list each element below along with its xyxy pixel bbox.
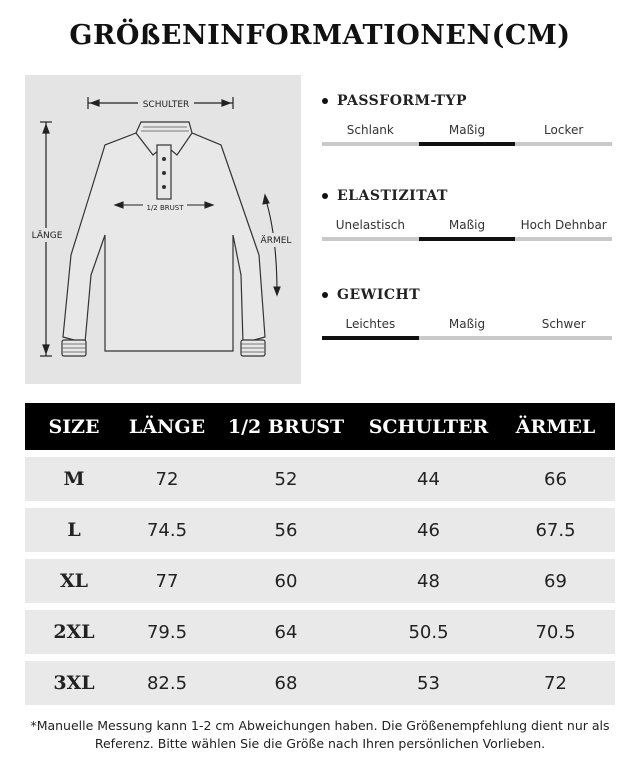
scale-option-selected: Maßig [419,215,516,241]
polo-shirt-diagram [25,75,301,384]
measurement-note [15,717,625,753]
header-length: LÄNGE [128,415,206,438]
scale-title: PASSFORM-TYP [337,93,467,109]
header-size: SIZE [48,415,100,438]
table-row: L 74.5 56 46 67.5 [25,508,615,552]
page-title: GRÖßENINFORMATIONEN(CM) [69,20,571,51]
sleeve-label: ÄRMEL [260,236,292,246]
scale-title: ELASTIZITAT [337,188,448,204]
note-line: Referenz. Bitte wählen Sie die Größe nach Ihren persönlichen Vorlieben. [94,736,546,751]
bullet-icon [322,292,328,298]
scale-bar [515,237,612,241]
table-row: XL 77 60 48 69 [25,559,615,603]
scale-bar [322,142,419,146]
scale-option-selected: Leichtes [322,314,419,340]
scale-title: GEWICHT [337,287,421,303]
scale-bar [322,237,419,241]
scale-option: Schlank [322,120,419,146]
scale-bar [419,142,516,146]
table-row: M 72 52 44 66 [25,457,615,501]
scale-option-selected: Maßig [419,120,516,146]
header-shoulder: SCHULTER [368,415,489,438]
bullet-icon [322,193,328,199]
table-header [25,403,615,450]
shirt-measurement-illustration [25,75,301,384]
scale-bar [515,336,612,340]
scale-bar [419,237,516,241]
scale-bar [419,336,516,340]
scale-option: Schwer [515,314,612,340]
scale-option: Maßig [419,314,516,340]
elasticity-scale [322,185,612,241]
scale-bar [322,336,419,340]
scale-option: Locker [515,120,612,146]
weight-scale [322,284,612,340]
scale-option: Hoch Dehnbar [515,215,612,241]
scale-bar [515,142,612,146]
header-sleeve: ÄRMEL [515,415,596,438]
size-table [25,403,615,705]
table-row: 2XL 79.5 64 50.5 70.5 [25,610,615,654]
table-row: 3XL 82.5 68 53 72 [25,661,615,705]
bullet-icon [322,98,328,104]
note-line: *Manuelle Messung kann 1-2 cm Abweichungen haben. Die Größenempfehlung dient nur als [30,718,610,733]
fit-type-scale [322,90,612,146]
chest-label: 1/2 BRUST [146,204,184,212]
scale-option: Unelastisch [322,215,419,241]
length-label: LÄNGE [31,231,63,241]
shoulder-label: SCHULTER [142,100,190,110]
header-chest: 1/2 BRUST [227,415,345,438]
